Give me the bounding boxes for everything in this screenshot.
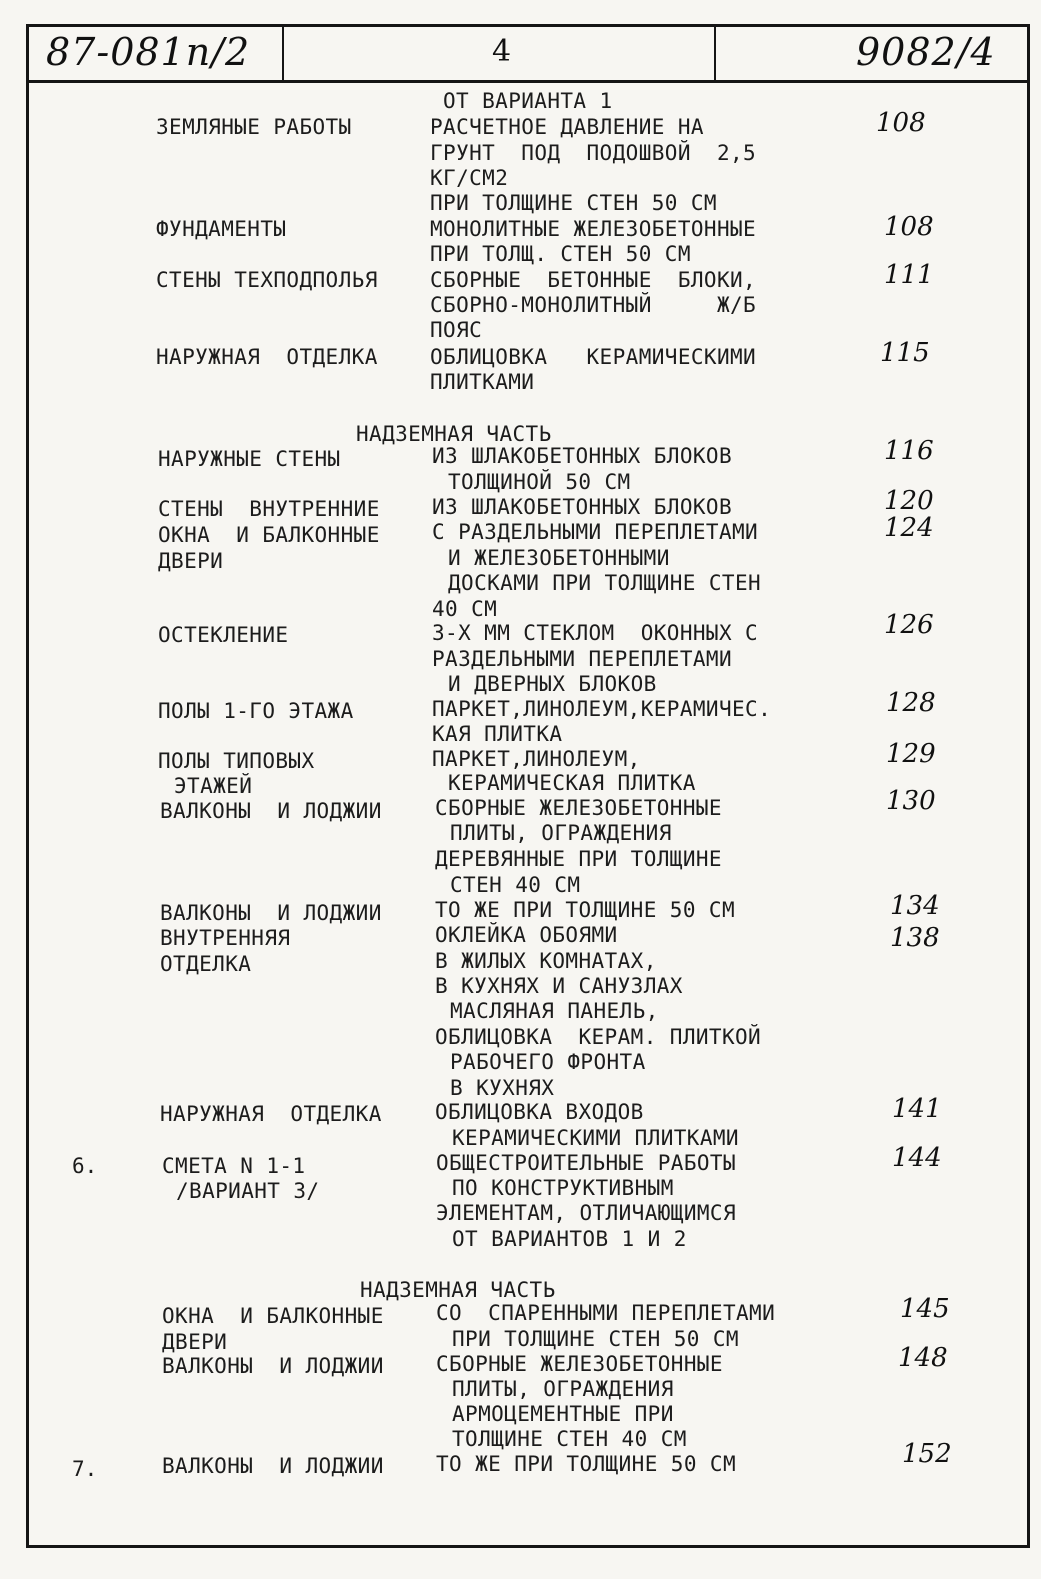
document-number: 9082/4 [856,30,996,74]
element-description: 40 СМ [432,597,498,621]
page-ref: 138 [890,923,940,953]
header-divider-left [282,24,284,82]
element-description: ПРИ ТОЛЩИНЕ СТЕН 50 СМ [452,1327,739,1351]
estimate-variant: /ВАРИАНТ 3/ [176,1179,320,1203]
element-description: СБОРНЫЕ ЖЕЛЕЗОБЕТОННЫЕ [435,796,722,820]
element-description: ТОЛЩИНЕ СТЕН 40 СМ [452,1427,687,1451]
element-description: 3-Х ММ СТЕКЛОМ ОКОННЫХ С [432,621,759,645]
element-name: СТЕНЫ ВНУТРЕННИЕ [158,497,380,521]
element-description: СБОРНО-МОНОЛИТНЫЙ Ж/Б [430,293,757,317]
element-description: ТО ЖЕ ПРИ ТОЛЩИНЕ 50 СМ [436,1452,736,1476]
element-description: КГ/СМ2 [430,166,509,190]
element-description: ТОЛЩИНОЙ 50 СМ [448,470,631,494]
element-name: СТЕНЫ ТЕХПОДПОЛЬЯ [156,268,378,292]
element-description: ПРИ ТОЛЩ. СТЕН 50 СМ [430,242,691,266]
element-description: ДОСКАМИ ПРИ ТОЛЩИНЕ СТЕН [448,571,762,595]
page-ref: 144 [892,1143,942,1173]
element-description: И ЖЕЛЕЗОБЕТОННЫМИ [448,546,670,570]
element-description: ОБЛИЦОВКА КЕРАМИЧЕСКИМИ [430,345,757,369]
page-ref: 141 [892,1094,942,1124]
section-heading: НАДЗЕМНАЯ ЧАСТЬ [360,1278,556,1302]
element-description: РАЗДЕЛЬНЫМИ ПЕРЕПЛЕТАМИ [432,647,732,671]
element-description: КАЯ ПЛИТКА [432,722,563,746]
item-number: 7. [72,1457,98,1481]
element-description: ПАРКЕТ,ЛИНОЛЕУМ, [432,747,641,771]
estimate-title: СМЕТА N 1-1 [162,1154,306,1178]
element-description: ОБЩЕСТРОИТЕЛЬНЫЕ РАБОТЫ [436,1151,736,1175]
page-ref: 126 [884,610,934,640]
header-divider-right [714,24,716,82]
element-description: В КУХНЯХ И САНУЗЛАХ [435,974,683,998]
element-name: НАРУЖНАЯ ОТДЕЛКА [156,345,378,369]
element-description: ОБЛИЦОВКА ВХОДОВ [435,1100,644,1124]
element-description: ОКЛЕЙКА ОБОЯМИ [435,923,618,947]
element-description: ПРИ ТОЛЩИНЕ СТЕН 50 СМ [430,191,717,215]
element-name: ВАЛКОНЫ И ЛОДЖИИ [162,1454,384,1478]
element-description: ОТ ВАРИАНТОВ 1 И 2 [452,1227,687,1251]
element-description: ЭЛЕМЕНТАМ, ОТЛИЧАЮЩИМСЯ [436,1201,736,1225]
element-description: ПО КОНСТРУКТИВНЫМ [452,1176,674,1200]
element-name: ДВЕРИ [158,549,224,573]
element-description: ДЕРЕВЯННЫЕ ПРИ ТОЛЩИНЕ [435,847,722,871]
page-ref: 148 [898,1343,948,1373]
element-description: МАСЛЯНАЯ ПАНЕЛЬ, [450,999,659,1023]
element-description: ПАРКЕТ,ЛИНОЛЕУМ,КЕРАМИЧЕС. [432,697,772,721]
element-description: СО СПАРЕННЫМИ ПЕРЕПЛЕТАМИ [436,1301,776,1325]
element-name: ОКНА И БАЛКОННЫЕ [162,1304,384,1328]
page-ref: 145 [900,1294,950,1324]
element-description: ИЗ ШЛАКОБЕТОННЫХ БЛОКОВ [432,495,732,519]
element-name: ЭТАЖЕЙ [174,774,253,798]
element-description: ПЛИТЫ, ОГРАЖДЕНИЯ [452,1377,674,1401]
element-description: В ЖИЛЫХ КОМНАТАХ, [435,949,657,973]
page-ref: 120 [884,486,934,516]
element-name: ВАЛКОНЫ И ЛОДЖИИ [160,799,382,823]
item-number: 6. [72,1154,98,1178]
element-name: ВАЛКОНЫ И ЛОДЖИИ [162,1354,384,1378]
element-description: С РАЗДЕЛЬНЫМИ ПЕРЕПЛЕТАМИ [432,520,759,544]
page-ref: 134 [890,891,940,921]
element-description: ПЛИТКАМИ [430,370,535,394]
element-name: ПОЛЫ ТИПОВЫХ [158,749,315,773]
page-ref: 108 [876,108,926,138]
element-name: ДВЕРИ [162,1330,228,1354]
element-name: ФУНДАМЕНТЫ [156,217,287,241]
page-ref: 108 [884,212,934,242]
page-ref: 111 [884,260,934,290]
element-name: ПОЛЫ 1-ГО ЭТАЖА [158,699,354,723]
element-description: КЕРАМИЧЕСКИМИ ПЛИТКАМИ [452,1126,739,1150]
element-description: ОБЛИЦОВКА КЕРАМ. ПЛИТКОЙ [435,1025,762,1049]
document-code: 87-081п/2 [46,30,251,74]
element-description: ГРУНТ ПОД ПОДОШВОЙ 2,5 [430,141,757,165]
element-name: ОКНА И БАЛКОННЫЕ [158,523,380,547]
element-name: ВАЛКОНЫ И ЛОДЖИИ [160,901,382,925]
section-subtitle: ОТ ВАРИАНТА 1 [443,89,613,113]
element-description: ПЛИТЫ, ОГРАЖДЕНИЯ [450,821,672,845]
page-number: 4 [492,34,512,69]
element-description: РАБОЧЕГО ФРОНТА [450,1050,646,1074]
element-description: МОНОЛИТНЫЕ ЖЕЛЕЗОБЕТОННЫЕ [430,217,757,241]
page-ref: 115 [880,338,930,368]
element-description: СТЕН 40 СМ [450,873,581,897]
element-description: АРМОЦЕМЕНТНЫЕ ПРИ [452,1402,674,1426]
header-rule [26,80,1030,83]
element-name: ОТДЕЛКА [160,952,252,976]
page-ref: 128 [886,688,936,718]
element-description: СБОРНЫЕ БЕТОННЫЕ БЛОКИ, [430,268,757,292]
page-ref: 130 [886,786,936,816]
page-ref: 124 [884,513,934,543]
section-heading: НАДЗЕМНАЯ ЧАСТЬ [356,422,552,446]
element-description: СБОРНЫЕ ЖЕЛЕЗОБЕТОННЫЕ [436,1352,723,1376]
element-description: ТО ЖЕ ПРИ ТОЛЩИНЕ 50 СМ [435,898,735,922]
element-name: НАРУЖНАЯ ОТДЕЛКА [160,1102,382,1126]
page-ref: 116 [884,436,934,466]
element-description: ПОЯС [430,318,483,342]
element-description: И ДВЕРНЫХ БЛОКОВ [448,672,657,696]
page-ref: 129 [886,739,936,769]
element-description: КЕРАМИЧЕСКАЯ ПЛИТКА [448,771,696,795]
element-name: ЗЕМЛЯНЫЕ РАБОТЫ [156,115,352,139]
page-ref: 152 [902,1439,952,1469]
element-name: ВНУТРЕННЯЯ [160,926,291,950]
element-name: НАРУЖНЫЕ СТЕНЫ [158,447,341,471]
element-description: В КУХНЯХ [450,1076,555,1100]
element-name: ОСТЕКЛЕНИЕ [158,623,289,647]
element-description: РАСЧЕТНОЕ ДАВЛЕНИЕ НА [430,115,704,139]
element-description: ИЗ ШЛАКОБЕТОННЫХ БЛОКОВ [432,444,732,468]
